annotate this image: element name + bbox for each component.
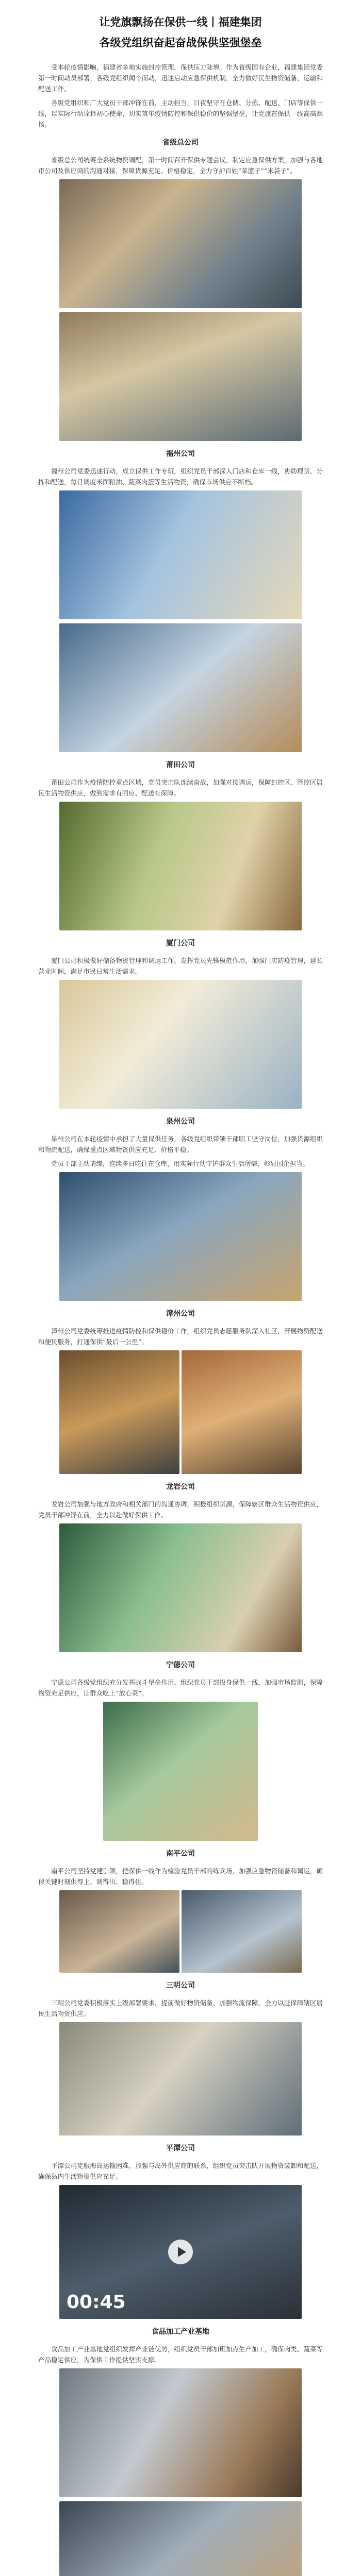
supply-photo bbox=[59, 802, 302, 930]
section-heading: 食品加工产业基地 bbox=[152, 2328, 209, 2336]
section-paragraph: 莆田公司作为疫情防控重点区域，党员突击队连续奋战，加强对接调运，保障封控区、管控区居民生活物资供应，做到需求有回应、配送有保障。 bbox=[38, 778, 323, 797]
truck-photo bbox=[59, 2501, 302, 2576]
section-heading: 漳州公司 bbox=[166, 1310, 195, 1318]
market-photo bbox=[103, 1702, 258, 1841]
section-paragraph: 南平公司坚持党建引领，把保供一线作为检验党员干部的练兵场，加强应急物资储备和调运，确保关键时刻供得上、调得出、稳得住。 bbox=[38, 1867, 323, 1886]
volunteer-photo bbox=[59, 2022, 302, 2136]
section-paragraph: 泉州公司在本轮疫情中承担了大量保供任务，各级党组织带领干部职工坚守岗位，加强货源组织和物流配送，确保重点区域物资供应充足、价格平稳。 bbox=[38, 1135, 323, 1154]
section-heading: 三明公司 bbox=[166, 1981, 195, 1990]
section-heading: 平潭公司 bbox=[166, 2144, 195, 2153]
section-heading: 泉州公司 bbox=[166, 1117, 195, 1126]
section-paragraph: 食品加工产业基地党组织发挥产业链优势，组织党员干部加班加点生产加工，确保肉类、蔬菜等产品稳定供应，为保供工作提供坚实支撑。 bbox=[38, 2345, 323, 2364]
play-icon[interactable] bbox=[168, 2240, 193, 2264]
store-photo bbox=[59, 623, 302, 752]
supermarket-photo bbox=[59, 980, 302, 1109]
worker-photo bbox=[59, 1350, 179, 1474]
photo-row bbox=[38, 1890, 323, 1973]
section-paragraph: 平潭公司克服海岛运输困难，加强与岛外供应商的联系，组织党员突击队开展物资装卸和配送，确保岛内生活物资供应充足。 bbox=[38, 2162, 323, 2180]
section-heading: 宁德公司 bbox=[166, 1661, 195, 1669]
video-time: 00:45 bbox=[67, 2292, 126, 2313]
section-heading: 省级总公司 bbox=[162, 139, 199, 147]
loading-photo bbox=[59, 1172, 302, 1301]
photo-row bbox=[38, 1350, 323, 1474]
section-heading: 福州公司 bbox=[166, 450, 195, 458]
intro-paragraph: 受本轮疫情影响，福建省多地实施封控管理，保供压力陡增。作为省级国有企业，福建集团党委第一时间动员部署，各级党组织闻令而动，迅速启动应急保供机制，全力做好民生物资储备、运输和配送工作。 bbox=[38, 63, 323, 93]
article-title-line1: 让党旗飘扬在保供一线丨福建集团 bbox=[99, 15, 262, 28]
section-paragraph: 福州公司党委迅速行动，成立保供工作专班，组织党员干部深入门店和仓库一线，协助理货、分拣和配送，每日调度米面粮油、蔬菜肉蛋等生活物资，确保市场供应不断档。 bbox=[38, 467, 323, 486]
section-paragraph: 漳州公司党委统筹推进疫情防控和保供稳价工作，组织党员志愿服务队深入社区，开展物资配送和便民服务，打通保供“最后一公里”。 bbox=[38, 1327, 323, 1346]
storage-photo bbox=[182, 1890, 302, 1973]
warehouse-photo bbox=[59, 312, 302, 441]
section-paragraph: 龙岩公司加强与地方政府和相关部门的沟通协调，积极组织货源，保障辖区群众生活物资供应，党员干部冲锋在前，全力以赴做好保供工作。 bbox=[38, 1500, 323, 1519]
factory-photo bbox=[59, 2368, 302, 2497]
warehouse-photo bbox=[59, 179, 302, 308]
store-photo bbox=[59, 490, 302, 619]
section-paragraph: 党员干部主动请缨，连续多日吃住在仓库，用实际行动守护群众生活所需，彰显国企担当。 bbox=[51, 1160, 309, 1167]
section-paragraph: 省级总公司统筹全系统物资调配，第一时间召开保供专题会议，制定应急保供方案，加强与各地市公司及供应商的沟通对接，保障货源充足、价格稳定，全力守护百姓“菜篮子”“米袋子”。 bbox=[38, 156, 323, 175]
storage-photo bbox=[59, 1890, 179, 1973]
section-paragraph: 三明公司党委积极落实上级部署要求，提前做好物资储备，加强物流保障，全力以赴保障辖区居民生活物资供应。 bbox=[38, 1999, 323, 2018]
section-paragraph: 宁德公司各级党组织充分发挥战斗堡垒作用，组织党员干部投身保供一线，加强市场监测，保障物资充足供应，让群众吃上“放心菜”。 bbox=[38, 1679, 323, 1697]
intro-paragraph: 各级党组织和广大党员干部冲锋在前，主动担当，日夜坚守在仓储、分拣、配送、门店等保供一线，以实际行动诠释初心使命，切实筑牢疫情防控和保供稳价的坚强堡垒，让党旗在保供一线高高飘扬。 bbox=[38, 99, 323, 128]
section-heading: 龙岩公司 bbox=[166, 1483, 195, 1491]
section-heading: 南平公司 bbox=[166, 1850, 195, 1858]
section-heading: 厦门公司 bbox=[166, 939, 195, 947]
section-heading: 莆田公司 bbox=[166, 761, 195, 769]
worker-photo bbox=[182, 1350, 302, 1474]
section-paragraph: 厦门公司积极做好储备物资管理和调运工作，发挥党员先锋模范作用，加强门店防疫管理，延长营业时间，满足市民日常生活需求。 bbox=[38, 957, 323, 975]
video-thumbnail[interactable] bbox=[59, 2185, 302, 2319]
team-photo bbox=[59, 1523, 302, 1652]
article-title-line2: 各级党组织奋起奋战保供坚强堡垒 bbox=[99, 36, 262, 49]
